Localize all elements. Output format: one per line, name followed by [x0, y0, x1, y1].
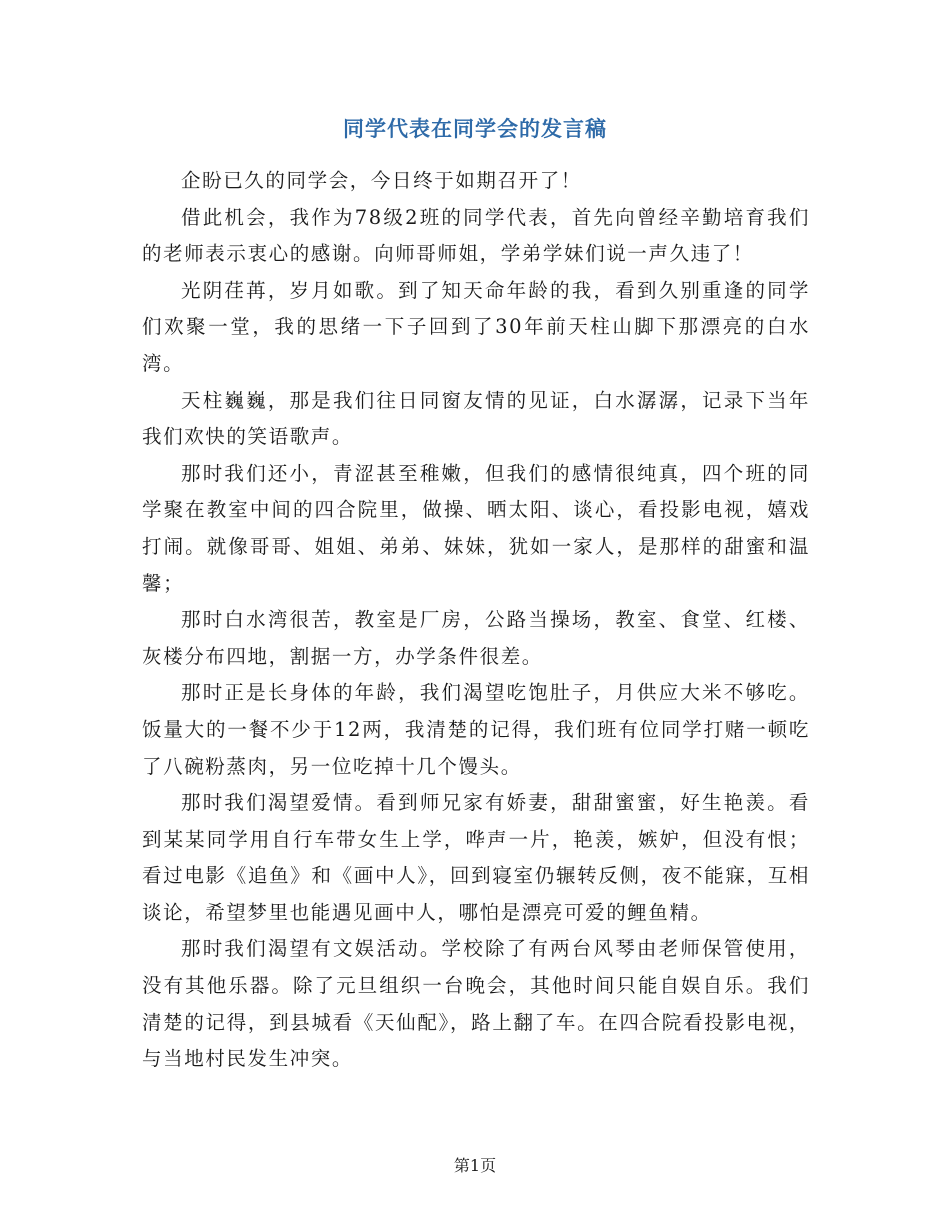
paragraph: 那时我们渴望爱情。看到师兄家有娇妻，甜甜蜜蜜，好生艳羡。看到某某同学用自行车带女生上学，哗声一片，艳羡，嫉妒，但没有恨；看过电影《追鱼》和《画中人》，回到寝室仍辗转反侧，夜不能寐，互相谈论，希望梦里也能遇见画中人，哪怕是漂亮可爱的鲤鱼精。: [142, 791, 810, 924]
paragraph: 那时正是长身体的年龄，我们渴望吃饱肚子，月供应大米不够吃。饭量大的一餐不少于12两，我清楚的记得，我们班有位同学打赌一顿吃了八碗粉蒸肉，另一位吃掉十几个馒头。: [142, 681, 810, 778]
paragraph: 那时我们渴望有文娱活动。学校除了有两台风琴由老师保管使用，没有其他乐器。除了元旦组织一台晚会，其他时间只能自娱自乐。我们清楚的记得，到县城看《天仙配》，路上翻了车。在四合院看投影电视，与当地村民发生冲突。: [142, 937, 810, 1071]
paragraph: 借此机会，我作为78级2班的同学代表，首先向曾经辛勤培育我们的老师表示衷心的感谢。向师哥师姐，学弟学妹们说一声久违了！: [142, 205, 810, 266]
page-number: 第1页: [453, 1156, 497, 1175]
paragraph: 那时我们还小，青涩甚至稚嫩，但我们的感情很纯真，四个班的同学聚在教室中间的四合院里，做操、晒太阳、谈心，看投影电视，嬉戏打闹。就像哥哥、姐姐、弟弟、妹妹，犹如一家人，是那样的甜蜜和温馨；: [142, 461, 810, 595]
document-title: 同学代表在同学会的发言稿: [343, 116, 607, 141]
document-body: [142, 163, 810, 1078]
paragraph: 企盼已久的同学会，今日终于如期召开了！: [181, 169, 582, 192]
paragraph: 天柱巍巍，那是我们往日同窗友情的见证，白水潺潺，记录下当年我们欢快的笑语歌声。: [142, 388, 810, 449]
paragraph: 那时白水湾很苦，教室是厂房，公路当操场，教室、食堂、红楼、灰楼分布四地，割据一方，办学条件很差。: [142, 608, 810, 668]
paragraph: 光阴荏苒，岁月如歌。到了知天命年龄的我，看到久别重逢的同学们欢聚一堂，我的思绪一下子回到了30年前天柱山脚下那漂亮的白水湾。: [142, 278, 810, 375]
